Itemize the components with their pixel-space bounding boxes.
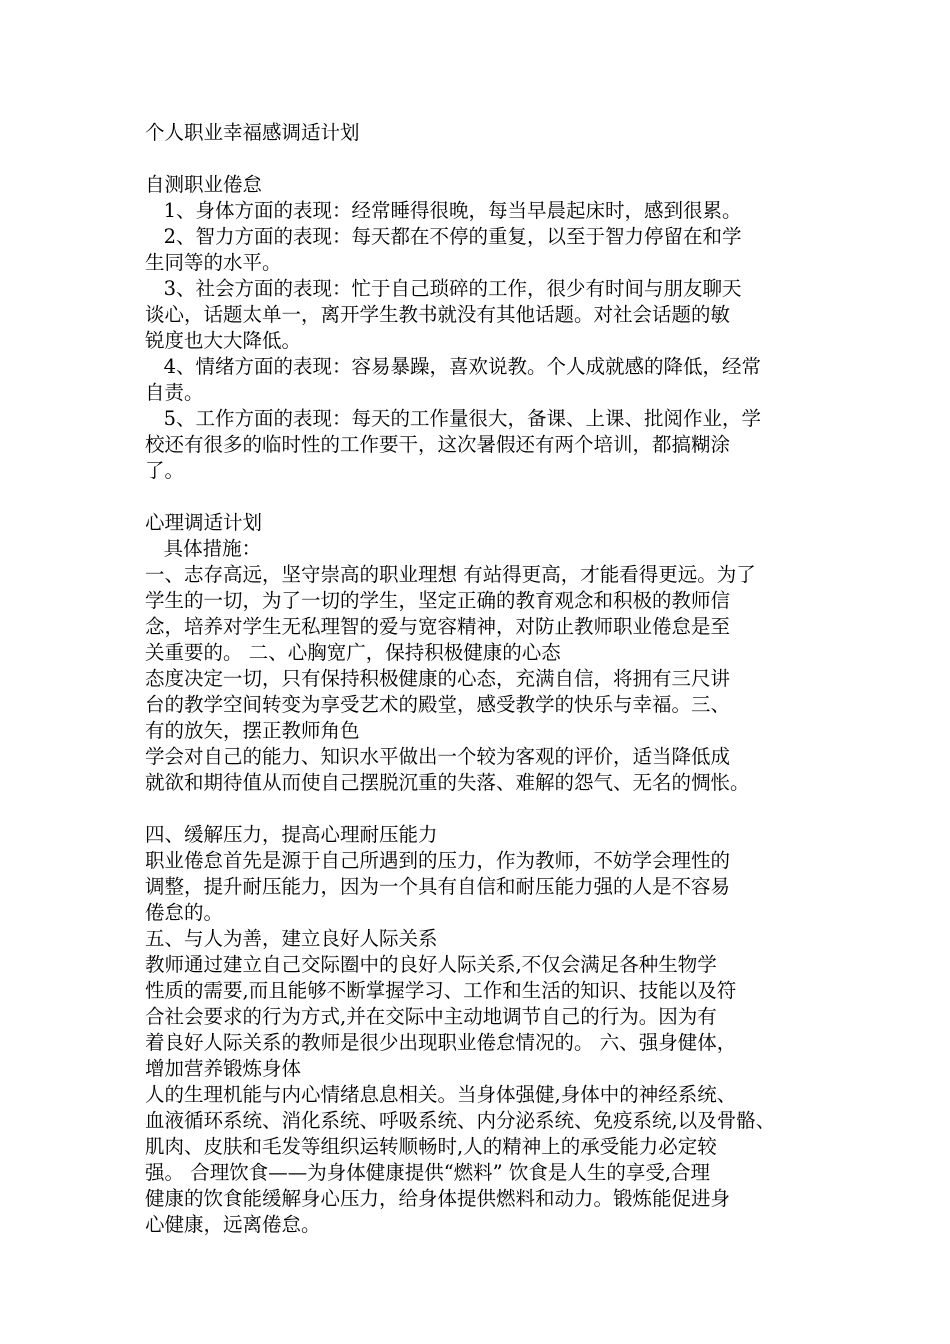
paragraph-line: 具体措施： [145,537,262,560]
paragraph-line: 倦怠的。 [145,901,224,924]
paragraph-line: 5、工作方面的表现：每天的工作量很大，备课、上课、批阅作业，学 [145,407,762,430]
paragraph-line: 着良好人际关系的教师是很少出现职业倦怠情况的。 六、强身健体， [145,1031,737,1054]
paragraph-line: 自责。 [145,381,204,404]
paragraph-line: 有的放矢，摆正教师角色 [145,719,360,742]
paragraph-line: 四、缓解压力，提高心理耐压能力 [145,823,438,846]
paragraph-line: 就欲和期待值从而使自己摆脱沉重的失落、难解的怨气、无名的惆怅。 [145,771,750,794]
paragraph-line: 4、情绪方面的表现：容易暴躁，喜欢说教。个人成就感的降低，经常 [145,355,762,378]
paragraph-line: 强。 合理饮食——为身体健康提供“燃料” 饮食是人生的享受,合理 [145,1161,711,1184]
paragraph-line: 血液循环系统、消化系统、呼吸系统、内分泌系统、免疫系统,以及骨骼、 [145,1109,776,1132]
document-page [145,120,825,1238]
paragraph-line: 生同等的水平。 [145,251,282,274]
paragraph-line: 职业倦怠首先是源于自己所遇到的压力，作为教师，不妨学会理性的 [145,849,731,872]
spacer [145,146,825,172]
paragraph-line: 学会对自己的能力、知识水平做出一个较为客观的评价，适当降低成 [145,745,731,768]
paragraph-line: 校还有很多的临时性的工作要干，这次暑假还有两个培训，都搞糊涂 [145,433,731,456]
paragraph-line: 念，培养对学生无私理智的爱与宽容精神，对防止教师职业倦怠是至 [145,615,731,638]
paragraph-line: 学生的一切，为了一切的学生，坚定正确的教育观念和积极的教师信 [145,589,731,612]
paragraph-line: 谈心，话题太单一，离开学生教书就没有其他话题。对社会话题的敏 [145,303,731,326]
paragraph-line: 一、志存高远，坚守崇高的职业理想 有站得更高，才能看得更远。为了 [145,563,756,586]
paragraph-line: 教师通过建立自己交际圈中的良好人际关系,不仅会满足各种生物学 [145,953,717,976]
paragraph-line: 1、身体方面的表现：经常睡得很晚，每当早晨起床时，感到很累。 [145,199,742,222]
paragraph-line: 2、智力方面的表现：每天都在不停的重复，以至于智力停留在和学 [145,225,742,248]
paragraph-line: 性质的需要,而且能够不断掌握学习、工作和生活的知识、技能以及符 [145,979,737,1002]
paragraph-line: 心健康，远离倦怠。 [145,1213,321,1236]
paragraph-line: 增加营养锻炼身体 [145,1057,302,1080]
paragraph-line: 台的教学空间转变为享受艺术的殿堂，感受教学的快乐与幸福。三、 [145,693,731,716]
paragraph-line: 健康的饮食能缓解身心压力，给身体提供燃料和动力。锻炼能促进身 [145,1187,731,1210]
paragraph-line: 了。 [145,459,185,482]
spacer [145,484,825,510]
paragraph-line: 关重要的。 二、心胸宽广，保持积极健康的心态 [145,641,561,664]
paragraph-line: 3、社会方面的表现：忙于自己琐碎的工作，很少有时间与朋友聊天 [145,277,742,300]
paragraph-line: 合社会要求的行为方式,并在交际中主动地调节自己的行为。因为有 [145,1005,717,1028]
paragraph-line: 人的生理机能与内心情绪息息相关。当身体强健,身体中的神经系统、 [145,1083,737,1106]
paragraph-line: 调整，提升耐压能力，因为一个具有自信和耐压能力强的人是不容易 [145,875,731,898]
paragraph-line: 锐度也大大降低。 [145,329,302,352]
paragraph-line: 五、与人为善，建立良好人际关系 [145,927,438,950]
paragraph-line: 肌肉、皮肤和毛发等组织运转顺畅时,人的精神上的承受能力必定较 [145,1135,717,1158]
document-title: 个人职业幸福感调适计划 [145,121,360,144]
section-heading: 心理调适计划 [145,511,263,534]
paragraph-line: 态度决定一切，只有保持积极健康的心态，充满自信，将拥有三尺讲 [145,667,731,690]
spacer [145,796,825,822]
section-heading: 自测职业倦怠 [145,173,263,196]
